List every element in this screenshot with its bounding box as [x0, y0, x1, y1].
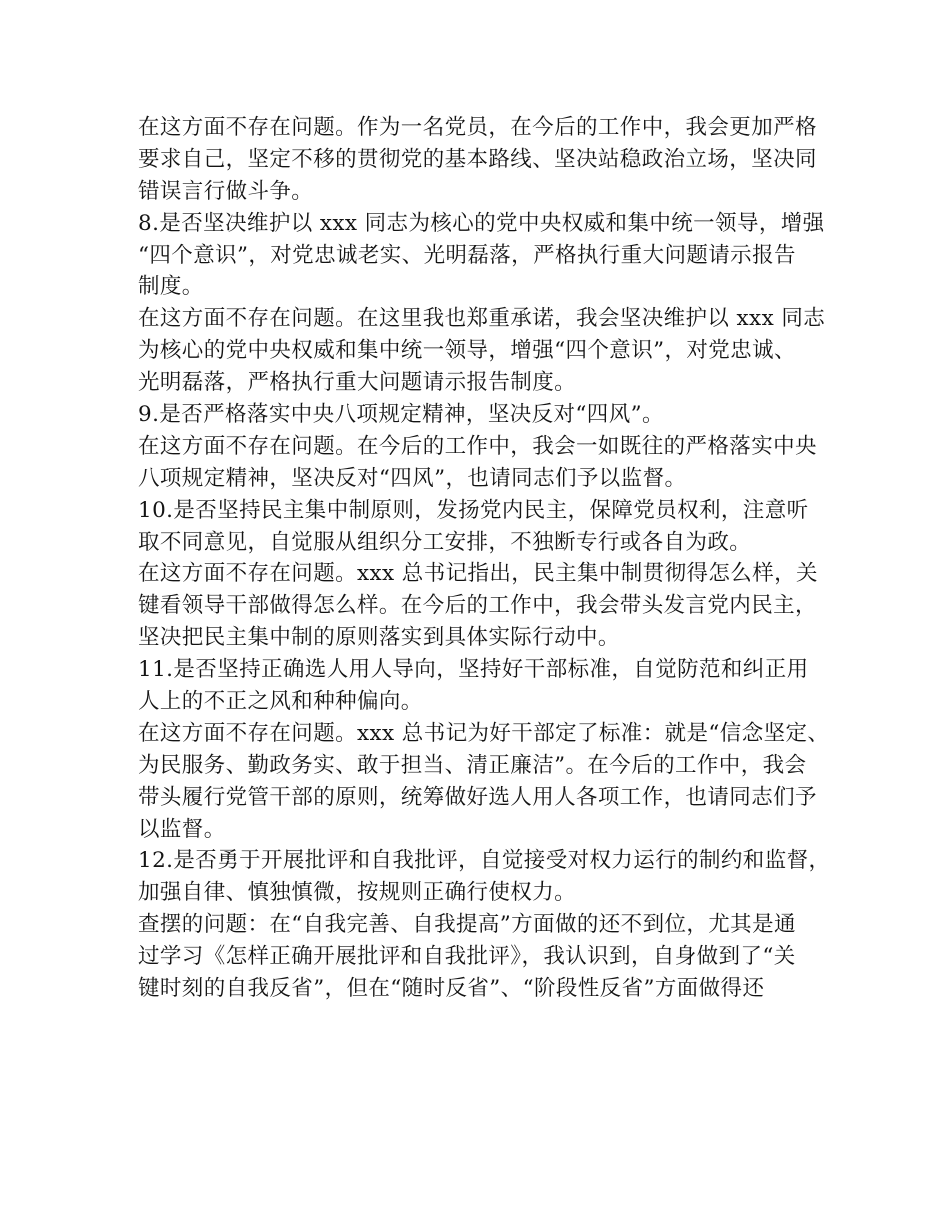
question-line: “四个意识”，对党忠诚老实、光明磊落，严格执行重大问题请示报告	[138, 242, 796, 268]
question-line: 10.是否坚持民主集中制原则，发扬党内民主，保障党员权利，注意听	[138, 497, 809, 523]
question-line: 制度。	[138, 274, 204, 300]
text-line: 为核心的党中央权威和集中统一领导，增强“四个意识”，对党忠诚、	[138, 338, 796, 364]
text-line: 为民服务、勤政务实、敢于担当、清正廉洁”。在今后的工作中，我会	[138, 752, 807, 778]
text-line: 在这方面不存在问题。xxx 总书记为好干部定了标准：就是“信念坚定、	[138, 720, 830, 746]
text-line: 在这方面不存在问题。在这里我也郑重承诺，我会坚决维护以 xxx 同志	[138, 306, 826, 332]
document-body	[138, 112, 831, 1005]
text-line: 键看领导干部做得怎么样。在今后的工作中，我会带头发言党内民主，	[138, 593, 817, 619]
question-line: 12.是否勇于开展批评和自我批评，自觉接受对权力运行的制约和监督，	[138, 848, 831, 874]
text-line: 键时刻的自我反省”，但在“随时反省”、“阶段性反省”方面做得还	[138, 976, 765, 1002]
question-line: 加强自律、慎独慎微，按规则正确行使权力。	[138, 880, 577, 906]
question-line: 取不同意见，自觉服从组织分工安排，不独断专行或各自为政。	[138, 529, 752, 555]
text-line: 带头履行党管干部的原则，统筹做好选人用人各项工作，也请同志们予	[138, 784, 817, 810]
question-line: 8.是否坚决维护以 xxx 同志为核心的党中央权威和集中统一领导，增强	[138, 210, 825, 236]
question-line: 9.是否严格落实中央八项规定精神，坚决反对“四风”。	[138, 402, 664, 428]
text-line: 错误言行做斗争。	[138, 178, 314, 204]
question-line: 人上的不正之风和种种偏向。	[138, 689, 423, 715]
text-line: 坚决把民主集中制的原则落实到具体实际行动中。	[138, 625, 620, 651]
text-line: 以监督。	[138, 816, 226, 842]
text-line: 八项规定精神，坚决反对“四风”，也请同志们予以监督。	[138, 465, 687, 491]
question-line: 11.是否坚持正确选人用人导向，坚持好干部标准，自觉防范和纠正用	[138, 657, 809, 683]
text-line: 要求自己，坚定不移的贯彻党的基本路线、坚决站稳政治立场，坚决同	[138, 146, 817, 172]
text-line: 光明磊落，严格执行重大问题请示报告制度。	[138, 370, 577, 396]
text-line: 在这方面不存在问题。作为一名党员，在今后的工作中，我会更加严格	[138, 115, 817, 140]
text-line: 查摆的问题：在“自我完善、自我提高”方面做的还不到位，尤其是通	[138, 912, 796, 938]
text-line: 过学习《怎样正确开展批评和自我批评》，我认识到，自身做到了“关	[138, 944, 796, 970]
text-line: 在这方面不存在问题。xxx 总书记指出，民主集中制贯彻得怎么样，关	[138, 561, 818, 587]
text-line: 在这方面不存在问题。在今后的工作中，我会一如既往的严格落实中央	[138, 433, 817, 459]
